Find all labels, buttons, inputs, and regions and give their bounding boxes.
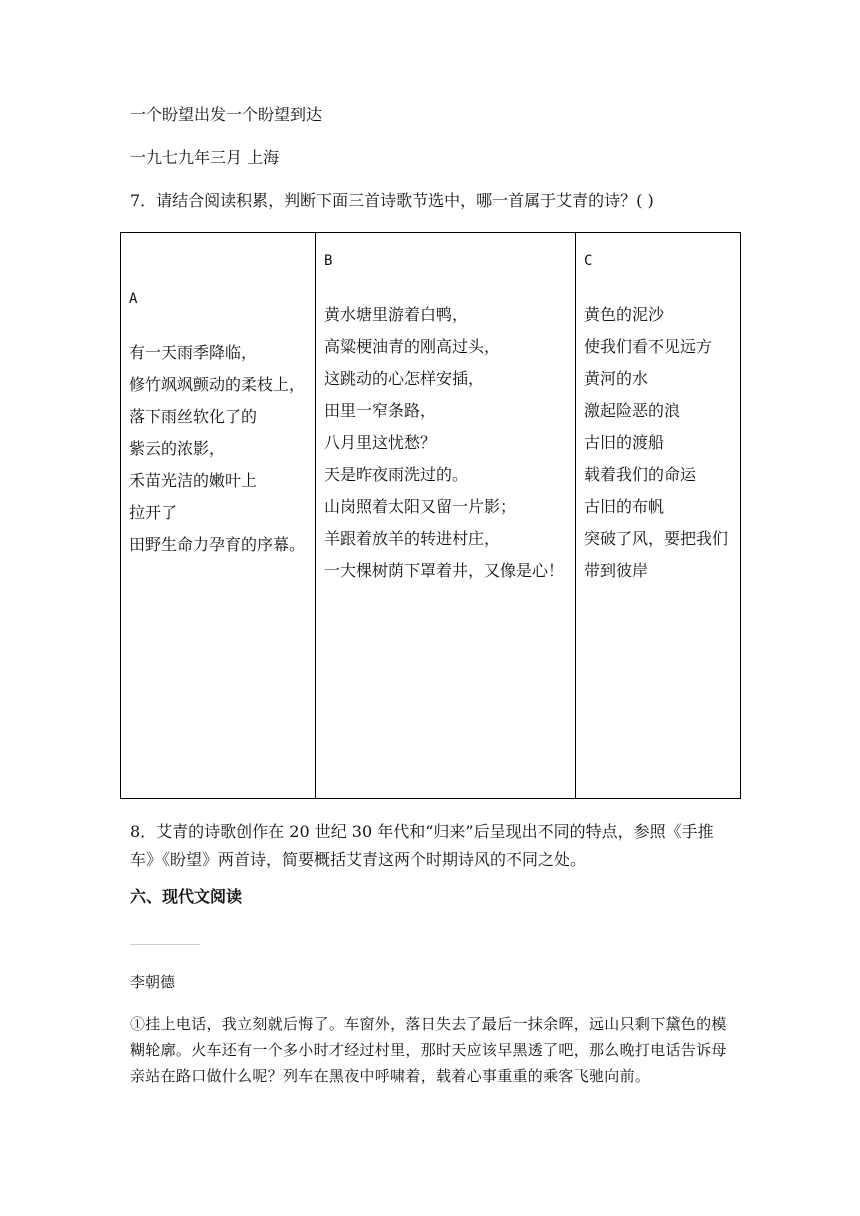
option-c-cell	[576, 233, 741, 799]
option-a-line: 禾苗光洁的嫩叶上	[129, 471, 258, 490]
option-a-line: 紫云的浓影，	[129, 439, 226, 458]
option-c-line: 带到彼岸	[584, 561, 649, 580]
divider	[130, 944, 200, 945]
poem-line-final: 一个盼望出发一个盼望到达	[130, 105, 323, 124]
option-b-cell	[316, 233, 576, 799]
poem-options-table	[120, 232, 741, 799]
option-c-line: 古旧的渡船	[584, 433, 665, 452]
option-a-poem	[129, 337, 307, 561]
option-c-label: C	[584, 253, 593, 269]
option-a-cell	[121, 233, 316, 799]
option-a-line: 落下雨丝软化了的	[129, 407, 258, 426]
option-b-line: 黄水塘里游着白鸭，	[324, 305, 469, 324]
option-a-line: 修竹飒飒颤动的柔枝上，	[129, 375, 306, 394]
option-b-line: 这跳动的心怎样安插，	[324, 369, 485, 388]
option-c-line: 古旧的布帆	[584, 497, 665, 516]
option-b-line: 田里一窄条路，	[324, 401, 437, 420]
article-paragraph-1: ①挂上电话，我立刻就后悔了。车窗外，落日失去了最后一抹余晖，远山只剩下黛色的模糊轮廓。火车还有一个多小时才经过村里，那时天应该早黑透了吧，那么晚打电话告诉母亲站在路口做什么呢？列车在黑夜中呼啸着，载着心事重重的乘客飞驰向前。	[130, 1015, 727, 1085]
question-7: 7．请结合阅读积累，判断下面三首诗歌节选中，哪一首属于艾青的诗？( )	[130, 191, 654, 210]
option-c-line: 黄色的泥沙	[584, 305, 665, 324]
option-c-poem	[584, 299, 732, 587]
option-c-line: 激起险恶的浪	[584, 401, 681, 420]
option-b-line: 高粱梗油青的刚高过头，	[324, 337, 501, 356]
option-a-label: A	[129, 291, 138, 307]
option-b-line: 天是昨夜雨洗过的。	[324, 465, 469, 484]
article-author: 李朝德	[130, 973, 176, 991]
poem-date-place: 一九七九年三月 上海	[130, 148, 280, 167]
option-a-line: 有一天雨季降临，	[129, 343, 258, 362]
option-a-line: 田野生命力孕育的序幕。	[129, 535, 306, 554]
option-b-line: 一大棵树荫下罩着井，又像是心！	[324, 561, 565, 580]
option-b-label: B	[324, 253, 333, 269]
option-b-line: 羊跟着放羊的转进村庄，	[324, 529, 501, 548]
question-8: 8．艾青的诗歌创作在 20 世纪 30 年代和“归来”后呈现出不同的特点，参照《手推车》《盼望》两首诗，简要概括艾青这两个时期诗风的不同之处。	[130, 822, 714, 869]
option-a-line: 拉开了	[129, 503, 178, 522]
option-c-line: 载着我们的命运	[584, 465, 697, 484]
option-c-line: 突破了风，要把我们	[584, 529, 729, 548]
option-c-line: 黄河的水	[584, 369, 649, 388]
option-b-line: 八月里这忧愁？	[324, 433, 437, 452]
option-c-line: 使我们看不见远方	[584, 337, 713, 356]
option-b-poem	[324, 299, 567, 587]
option-b-line: 山岗照着太阳又留一片影；	[324, 497, 517, 516]
section-heading-modern-reading: 六、现代文阅读	[130, 887, 243, 906]
